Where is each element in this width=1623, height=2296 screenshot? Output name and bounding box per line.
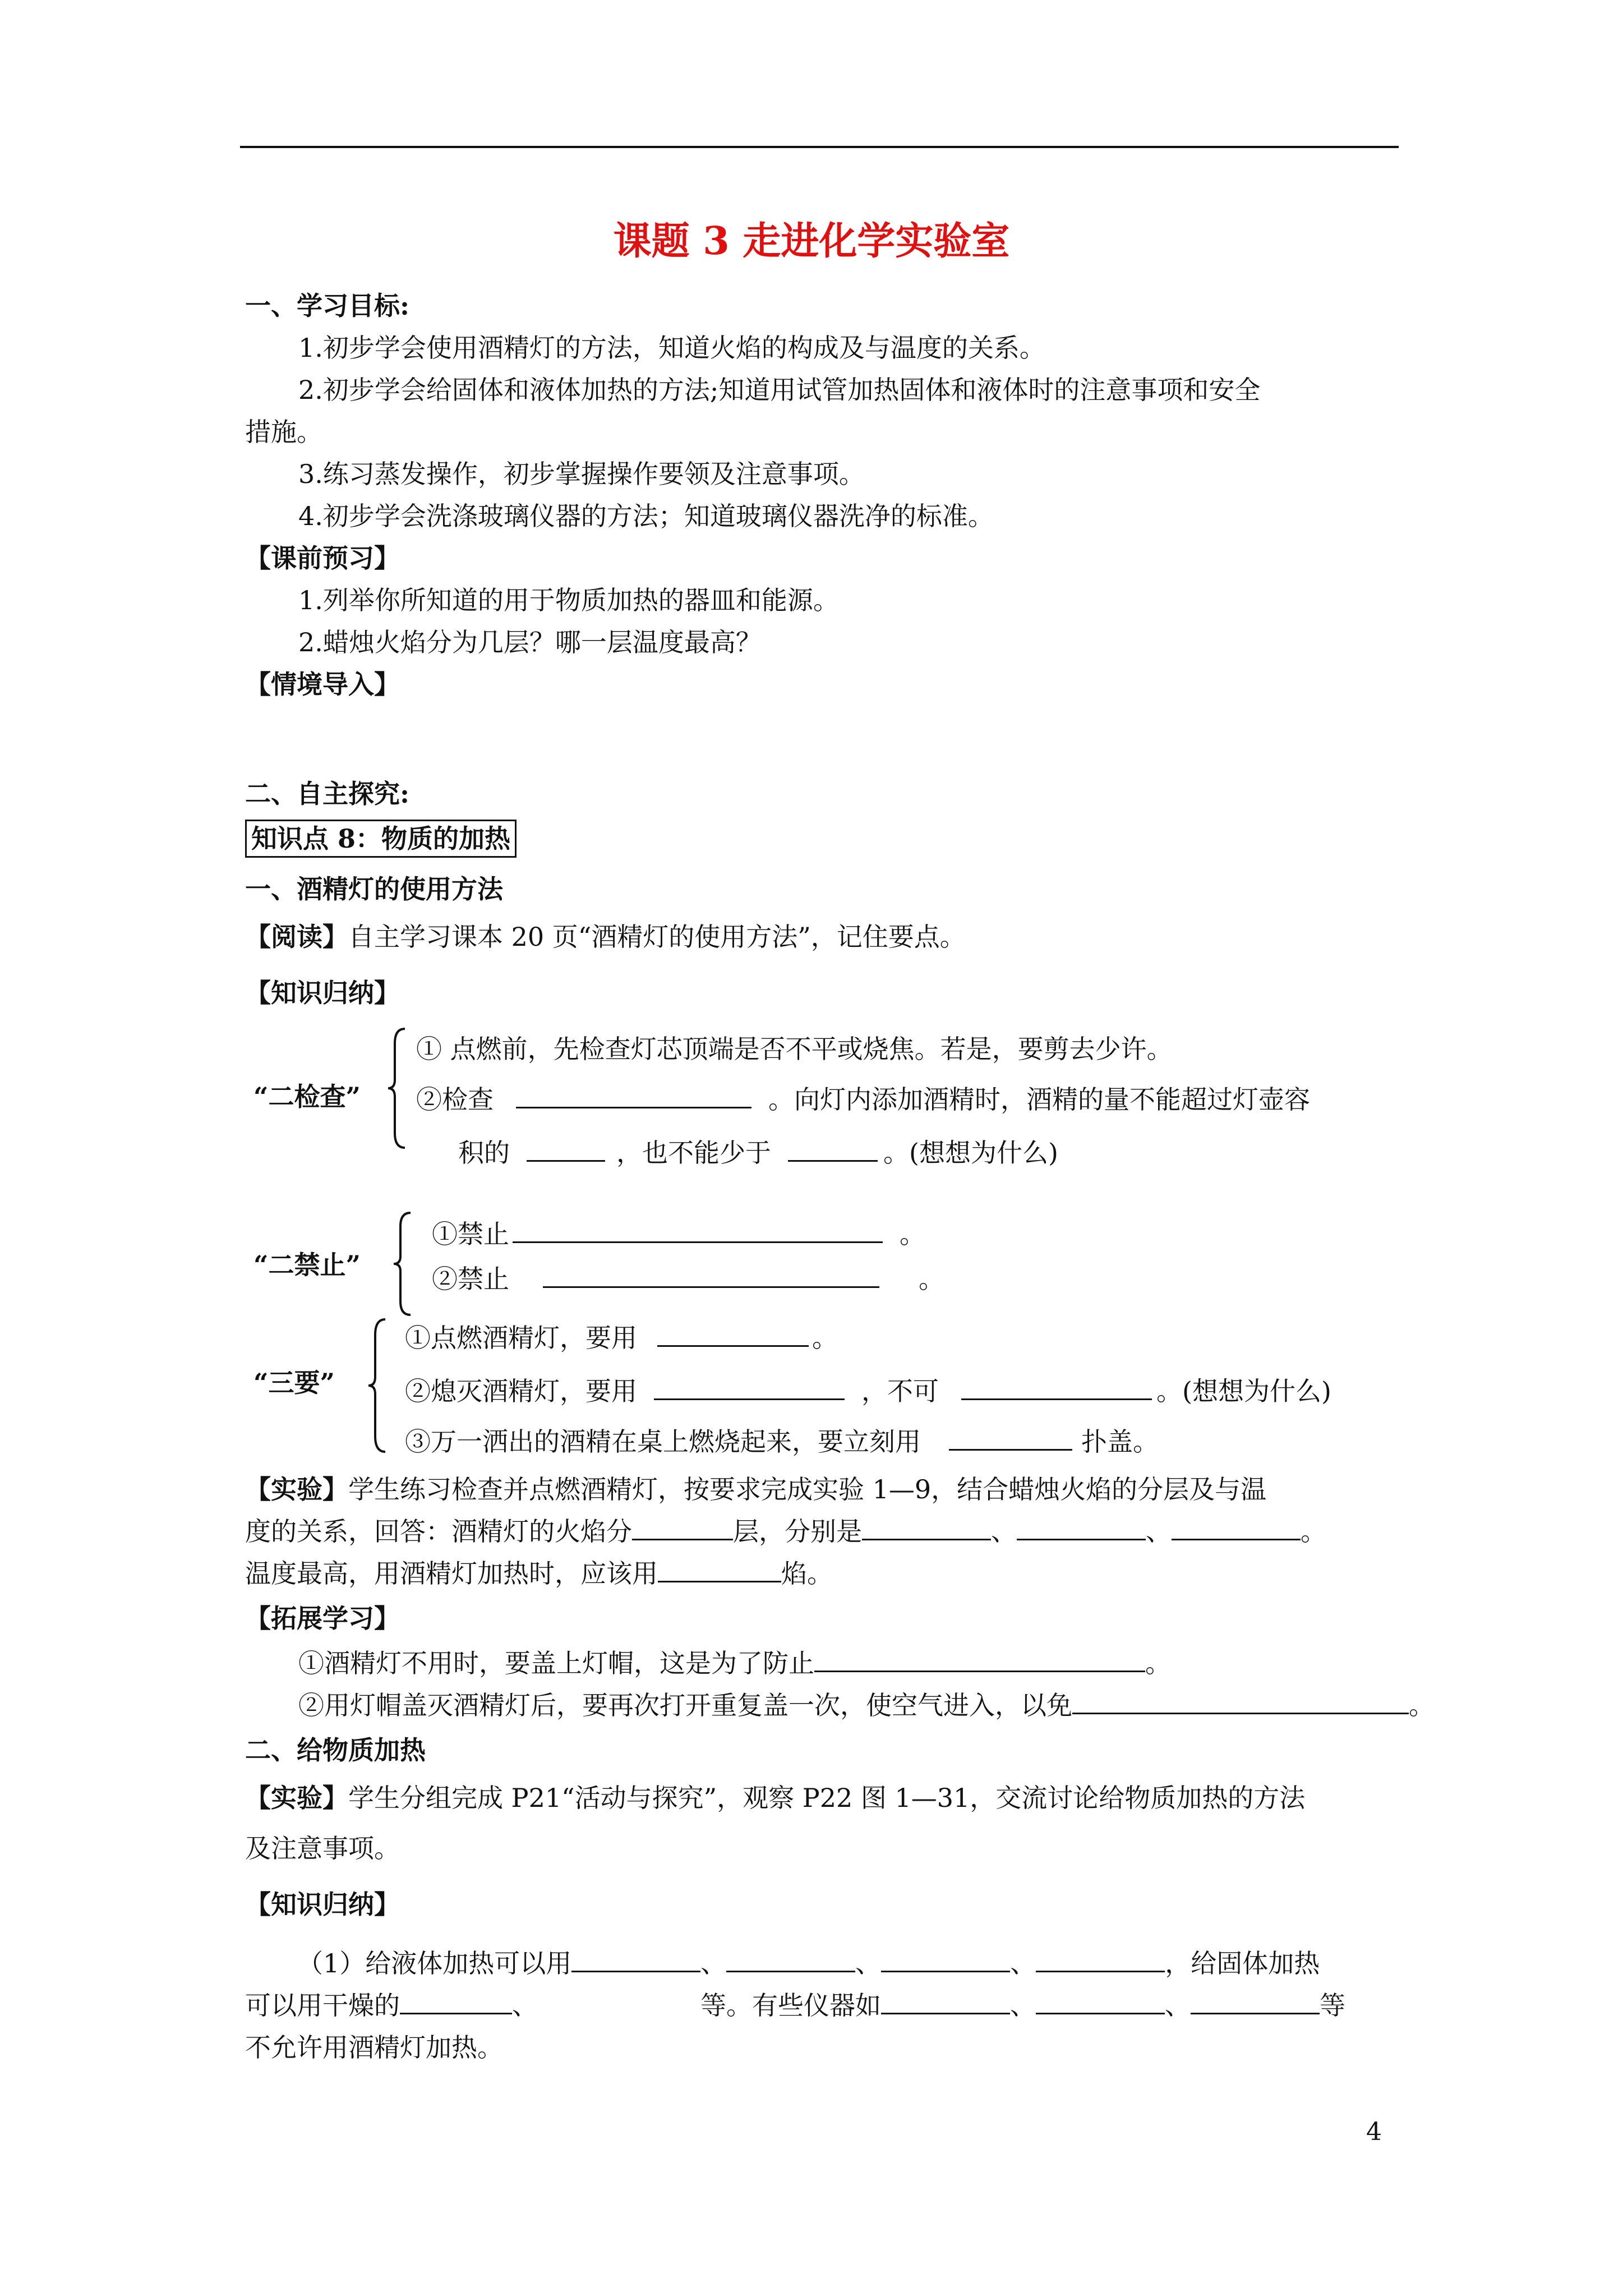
forbid-label: “二禁止” [253,1250,361,1280]
blank-field[interactable] [527,1138,605,1162]
check-line-1: ① 点燃前，先检查灯芯顶端是否不平或烧焦。若是，要剪去少许。 [416,1034,1173,1064]
forbid-line-1: ①禁止 。 [432,1219,925,1249]
blank-field[interactable] [657,1323,809,1347]
objective-item-4: 4.初步学会洗涤玻璃仪器的方法；知道玻璃仪器洗净的标准。 [298,501,994,531]
blank-field[interactable] [516,1084,751,1108]
extension-heading: 【拓展学习】 [245,1603,400,1634]
section-heading-objectives: 一、学习目标: [245,291,409,321]
blank-field[interactable] [726,1948,855,1972]
brace-forbid [393,1211,415,1317]
read-line: 【阅读】自主学习课本 20 页“酒精灯的使用方法”，记住要点。 [245,922,966,952]
page-title: 课题 3 走进化学实验室 [613,219,1010,264]
check-line-3: 积的 ，也不能少于 。(想想为什么) [458,1138,1058,1168]
summary-heading: 【知识归纳】 [245,978,400,1008]
forbid-line-2: ②禁止 。 [432,1264,944,1294]
experiment-line-3: 温度最高，用酒精灯加热时，应该用 焰。 [245,1558,833,1589]
objective-item-2: 2.初步学会给固体和液体加热的方法;知道用试管加热固体和液体时的注意事项和安全 [298,375,1261,405]
must-label: “三要” [253,1368,335,1398]
objective-item-1: 1.初步学会使用酒精灯的方法，知道火焰的构成及与温度的关系。 [298,333,1045,363]
objective-item-2-cont: 措施。 [245,417,322,447]
summary2-line-3: 不允许用酒精灯加热。 [245,2032,503,2063]
intro-heading: 【情境导入】 [245,669,400,700]
blank-field[interactable] [571,1948,700,1972]
blank-field[interactable] [961,1376,1152,1400]
blank-field[interactable] [658,1558,781,1582]
experiment2-line-2: 及注意事项。 [245,1833,400,1864]
summary2-line-2: 可以用干燥的 、 等。有些仪器如 、 、 等 [245,1990,1345,2021]
blank-field[interactable] [862,1516,991,1540]
blank-field[interactable] [1172,1516,1301,1540]
objective-item-3: 3.练习蒸发操作，初步掌握操作要领及注意事项。 [298,459,865,489]
extension-line-2: ②用灯帽盖灭酒精灯后，要再次打开重复盖一次，使空气进入，以免 。 [298,1690,1435,1720]
experiment-line-1: 【实验】学生练习检查并点燃酒精灯，按要求完成实验 1—9，结合蜡烛火焰的分层及与温 [245,1474,1267,1504]
experiment2-line-1: 【实验】学生分组完成 P21“活动与探究”，观察 P22 图 1—31，交流讨论给物质加热的方法 [245,1783,1306,1813]
check-line-2: ②检查 。向灯内添加酒精时，酒精的量不能超过灯壶容 [416,1084,1310,1115]
brace-check [387,1027,409,1150]
blank-field[interactable] [788,1138,878,1162]
summary2-heading: 【知识归纳】 [245,1889,400,1920]
check-label: “二检查” [253,1082,361,1112]
subheading-heating: 二、给物质加热 [245,1735,426,1765]
extension-line-1: ①酒精灯不用时，要盖上灯帽，这是为了防止 。 [298,1648,1171,1678]
blank-field[interactable] [1072,1690,1409,1714]
subheading-alcohol-lamp: 一、酒精灯的使用方法 [245,874,503,904]
header-rule [240,146,1399,148]
preview-item-1: 1.列举你所知道的用于物质加热的器皿和能源。 [298,585,839,615]
summary2-line-1: （1）给液体加热可以用 、 、 、 ，给固体加热 [297,1948,1320,1978]
must-line-3: ③万一洒出的酒精在桌上燃烧起来，要立刻用 扑盖。 [405,1427,1159,1457]
must-line-1: ①点燃酒精灯，要用 。 [405,1323,838,1353]
blank-field[interactable] [632,1516,733,1540]
blank-field[interactable] [814,1648,1145,1672]
knowledge-point-box: 知识点 8：物质的加热 [245,822,517,855]
blank-field[interactable] [543,1264,879,1288]
page-number: 4 [1366,2118,1382,2146]
brace-must [367,1317,390,1455]
blank-field[interactable] [1036,1990,1165,2014]
blank-field[interactable] [1017,1516,1146,1540]
blank-field[interactable] [400,1990,512,2014]
blank-field[interactable] [881,1990,1010,2014]
experiment-line-2: 度的关系，回答：酒精灯的火焰分 层，分别是 、 、 。 [245,1516,1326,1547]
blank-field[interactable] [513,1219,883,1243]
preview-heading: 【课前预习】 [245,543,400,573]
blank-field[interactable] [1191,1990,1320,2014]
blank-field[interactable] [654,1376,845,1400]
blank-field[interactable] [1036,1948,1165,1972]
must-line-2: ②熄灭酒精灯，要用 ，不可 。(想想为什么) [405,1376,1331,1406]
section-heading-explore: 二、自主探究: [245,779,409,809]
blank-field[interactable] [881,1948,1010,1972]
preview-item-2: 2.蜡烛火焰分为几层？哪一层温度最高？ [298,627,762,657]
blank-field[interactable] [949,1427,1072,1451]
